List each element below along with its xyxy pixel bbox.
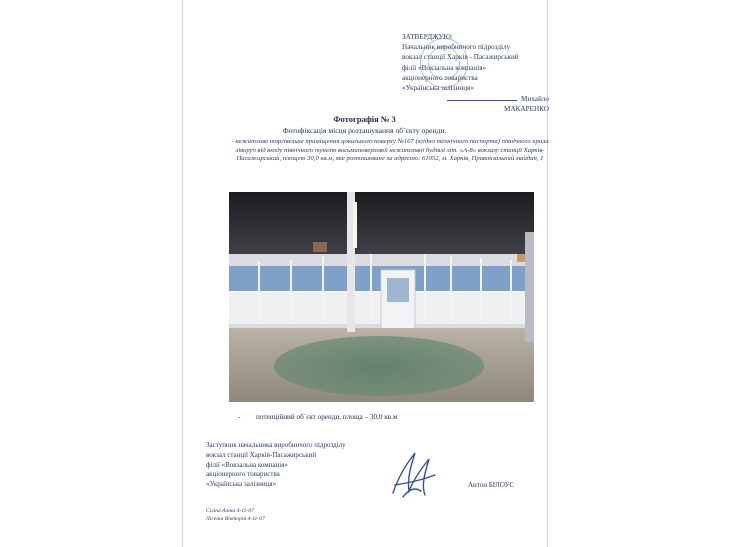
deputy-line: «Українська залізниця» xyxy=(206,480,277,489)
deputy-line: акціонерного товариства xyxy=(206,470,280,479)
interior-photo xyxy=(229,192,534,402)
deputy-line: вокзал станції Харків-Пасажирський xyxy=(206,450,317,459)
deputy-signer: Антон БІЛОУС xyxy=(468,481,515,489)
executor-line: Сіліна Аліна 4-11-07 xyxy=(206,508,254,514)
approval-block xyxy=(402,32,552,115)
signature-line xyxy=(447,100,517,101)
approval-line: вокзал станції Харків - Пасажирський xyxy=(402,53,519,62)
approval-line: акціонерного товариства xyxy=(402,73,478,82)
caption-bullet: - xyxy=(238,413,241,421)
approval-signature-row xyxy=(402,94,552,114)
executors-footer xyxy=(206,507,356,523)
approval-line: «Українська залізниця» xyxy=(402,84,474,93)
deputy-block xyxy=(206,441,406,490)
approval-signer: Михайло МАКАРЕНКО xyxy=(504,95,549,114)
approval-heading: ЗАТВЕРДЖУЮ: xyxy=(402,33,453,41)
object-description: - нежитлове торгівельне приміщення цокольного поверху №167 (згідно технічного паспорта) північного крила ліворуч від входу північного тунелю восьмиповерхової нежитлової будівлі літ. «А-8» вокзалу станції Харків-Пасажирський, площею 30,0 кв.м, яке розташоване за адресою: 61052, м. Харків, Привокзальний майдан, 1 xyxy=(231,138,549,163)
executor-line: Лісеіна Вікторія 4-11-07 xyxy=(206,516,265,522)
approval-line: Начальник виробничого підрозділу xyxy=(402,43,511,52)
photo-caption xyxy=(238,413,538,421)
approval-line: філії «Вокзальна компанія» xyxy=(402,63,487,72)
caption-text: потенційний об`єкт оренди, площа – 30,0 кв.м xyxy=(256,413,398,421)
deputy-line: філії «Вокзальна компанія» xyxy=(206,460,288,469)
document-subtitle: Фотофіксація місця розташування об`єкту оренди. xyxy=(282,126,447,135)
deputy-line: Заступник начальника виробничого підрозділу xyxy=(206,441,346,449)
document-title: Фотографія № 3 xyxy=(333,114,396,124)
interior-photo-drawing xyxy=(229,192,534,402)
scan-edge-left xyxy=(182,0,183,547)
handwritten-signature xyxy=(385,445,445,505)
